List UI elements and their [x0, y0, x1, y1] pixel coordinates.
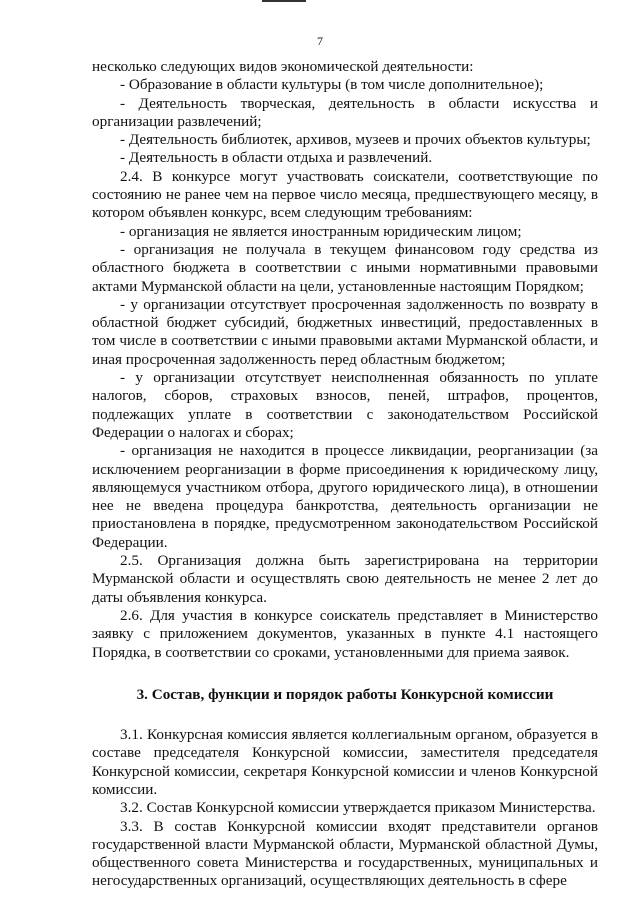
requirement-no-overdue-debt: - у организации отсутствует просроченная задолженность по возврату в областной бюджет субсидий, бюджетных инвестиций, предоставленных в том числе в соответствии с иными правовыми актами Мурманской области, и иная просроченная задолженность перед областным бюджетом;	[92, 295, 598, 368]
list-item-creative-activity: - Деятельность творческая, деятельность в области искусства и организации развлечений;	[92, 94, 598, 130]
paragraph-3-1: 3.1. Конкурсная комиссия является коллегиальным органом, образуется в составе председателя Конкурсной комиссии, заместителя председателя Конкурсной комиссии, секретаря Конкурсной комиссии и членов Конкурсной комиссии.	[92, 726, 598, 798]
top-edge-mark	[262, 0, 306, 2]
paragraph-2-4: 2.4. В конкурсе могут участвовать соискатели, соответствующие по состоянию не ранее чем на первое число месяца, предшествующего месяцу, в котором объявлен конкурс, всем следующим требованиям:	[92, 167, 598, 222]
list-item-education: - Образование в области культуры (в том числе дополнительное);	[120, 76, 544, 94]
requirement-no-budget-funds: - организация не получала в текущем финансовом году средства из областного бюджета в соответствии с иными нормативными правовыми актами Мурманской области на цели, установленные настоящим Порядком;	[92, 240, 598, 295]
requirement-no-tax-obligation: - у организации отсутствует неисполненная обязанность по уплате налогов, сборов, страховых взносов, пеней, штрафов, процентов, подлежащих уплате в соответствии с законодательством Российской Федерации о налогах и сборах;	[92, 369, 598, 441]
paragraph-3-2: 3.2. Состав Конкурсной комиссии утверждается приказом Министерства.	[120, 799, 596, 817]
requirement-not-in-liquidation: - организация не находится в процессе ликвидации, реорганизации (за исключением реорганизации в форме присоединения к юридическому лицу, являющемуся участником отбора, другого юридического лица), в отношении нее не введена процедура банкротства, деятельность организации не приостановлена в порядке, предусмотренном законодательством Российской Федерации.	[92, 442, 598, 551]
paragraph-2-5: 2.5. Организация должна быть зарегистрирована на территории Мурманской области и осуществлять свою деятельность не менее 2 лет до даты объявления конкурса.	[92, 552, 598, 606]
page-number: 7	[317, 34, 323, 48]
paragraph-3-3: 3.3. В состав Конкурсной комиссии входят представители органов государственной власти Мурманской области, Мурманской областной Думы, общественного совета Министерства и государственных, муниципальных и негосударственных организаций, осуществляющих деятельность в сфере	[92, 817, 598, 890]
requirement-not-foreign: - организация не является иностранным юридическим лицом;	[120, 222, 522, 240]
paragraph-continuation: несколько следующих видов экономической деятельности:	[92, 58, 474, 75]
list-item-leisure: - Деятельность в области отдыха и развлечений.	[120, 149, 433, 167]
paragraph-2-6: 2.6. Для участия в конкурсе соискатель представляет в Министерство заявку с приложением документов, указанных в пункте 4.1 настоящего Порядка, в соответствии со сроками, установленными для приема заявок.	[92, 606, 598, 661]
section-heading: 3. Состав, функции и порядок работы Конкурсной комиссии	[136, 685, 554, 703]
list-item-libraries-museums: - Деятельность библиотек, архивов, музеев и прочих объектов культуры;	[120, 131, 591, 149]
document-body	[92, 58, 598, 891]
